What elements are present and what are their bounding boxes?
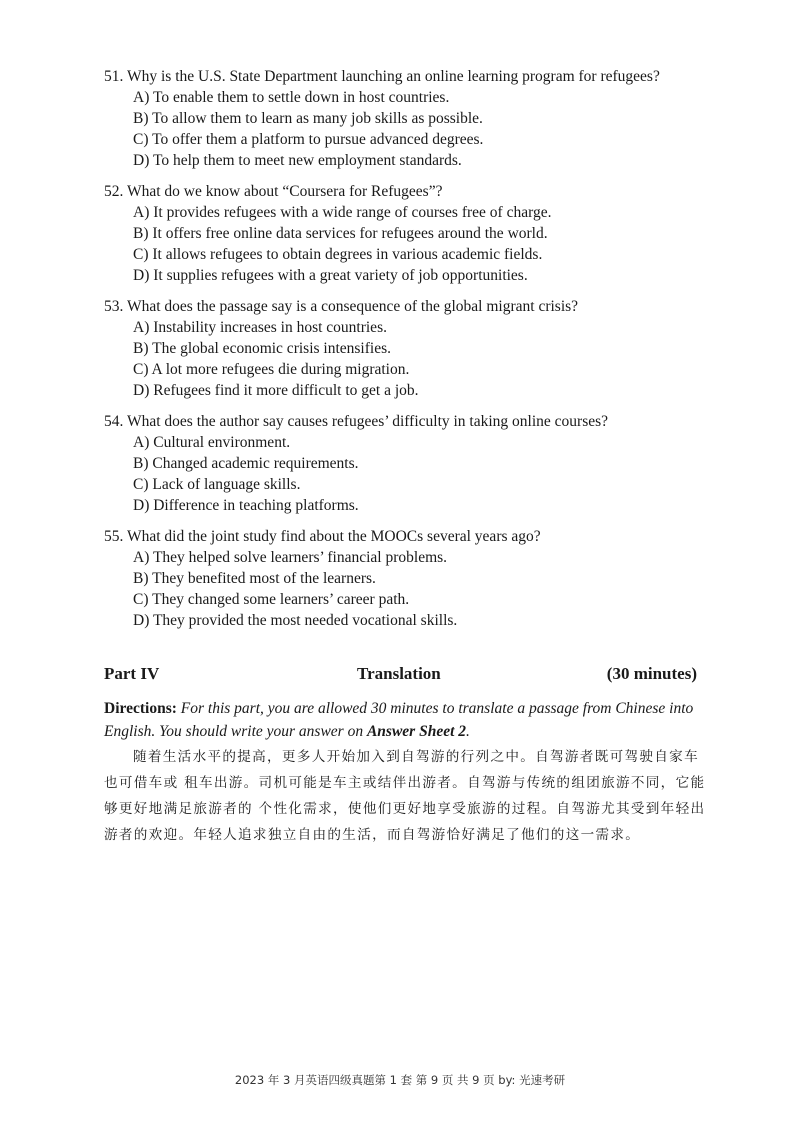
part-time: (30 minutes) <box>606 664 697 683</box>
option-c: C) Lack of language skills. <box>133 476 301 493</box>
option-c: C) To offer them a platform to pursue advanced degrees. <box>133 131 484 148</box>
option-d: D) To help them to meet new employment standards. <box>133 152 462 169</box>
option-d: D) It supplies refugees with a great variety of job opportunities. <box>133 267 528 284</box>
option-b: B) The global economic crisis intensifies. <box>133 340 391 357</box>
option-a: A) They helped solve learners’ financial problems. <box>133 549 448 566</box>
option-b: B) They benefited most of the learners. <box>133 570 376 587</box>
question-stem: 53. What does the passage say is a consequence of the global migrant crisis? <box>104 298 579 315</box>
question-53 <box>104 296 704 401</box>
option-c: C) They changed some learners’ career path. <box>133 591 410 608</box>
page-footer: 2023 年 3 月英语四级真题第 1 套 第 9 页 共 9 页 by: 光速考研 <box>234 1073 566 1087</box>
directions-label: Directions: <box>104 700 177 717</box>
option-d: D) Refugees find it more difficult to get a job. <box>133 382 419 399</box>
question-stem: 54. What does the author say causes refugees’ difficulty in taking online courses? <box>104 413 609 430</box>
question-stem: 51. Why is the U.S. State Department launching an online learning program for refugees? <box>104 68 660 85</box>
answer-sheet-ref: Answer Sheet 2 <box>366 723 467 740</box>
passage-line: 游者的欢迎。年轻人追求独立自由的生活，而自驾游恰好满足了他们的这一需求。 <box>104 827 641 843</box>
question-55 <box>104 526 704 631</box>
option-a: A) Cultural environment. <box>133 434 291 451</box>
question-52 <box>104 181 704 286</box>
option-a: A) Instability increases in host countries. <box>133 319 387 336</box>
option-d: D) They provided the most needed vocational skills. <box>133 612 458 629</box>
part-number: Part IV <box>104 664 160 683</box>
passage-line: 随着生活水平的提高，更多人开始加入到自驾游的行列之中。自驾游者既可驾驶自家车 <box>133 749 699 765</box>
directions-text: For this part, you are allowed 30 minutes to translate a passage from Chinese into English. You should write your answer on <box>104 700 694 740</box>
option-b: B) Changed academic requirements. <box>133 455 359 472</box>
option-d: D) Difference in teaching platforms. <box>133 497 359 514</box>
option-b: B) To allow them to learn as many job skills as possible. <box>133 110 483 127</box>
question-stem: 52. What do we know about “Coursera for Refugees”? <box>104 183 443 200</box>
option-b: B) It offers free online data services for refugees around the world. <box>133 225 548 242</box>
directions <box>104 697 700 743</box>
option-c: C) A lot more refugees die during migration. <box>133 361 410 378</box>
option-c: C) It allows refugees to obtain degrees in various academic fields. <box>133 246 543 263</box>
question-stem: 55. What did the joint study find about the MOOCs several years ago? <box>104 528 541 545</box>
question-54 <box>104 411 704 516</box>
passage-line: 也可借车或 租车出游。司机可能是车主或结伴出游者。自驾游与传统的组团旅游不同，它能 <box>104 775 706 791</box>
part-title: Translation <box>357 664 441 683</box>
directions-end: . <box>466 723 470 740</box>
passage-line: 够更好地满足旅游者的 个性化需求，使他们更好地享受旅游的过程。自驾游尤其受到年轻出 <box>104 801 706 817</box>
question-51 <box>104 66 704 171</box>
part-header <box>104 664 697 686</box>
option-a: A) It provides refugees with a wide range of courses free of charge. <box>133 204 552 221</box>
option-a: A) To enable them to settle down in host countries. <box>133 89 450 106</box>
